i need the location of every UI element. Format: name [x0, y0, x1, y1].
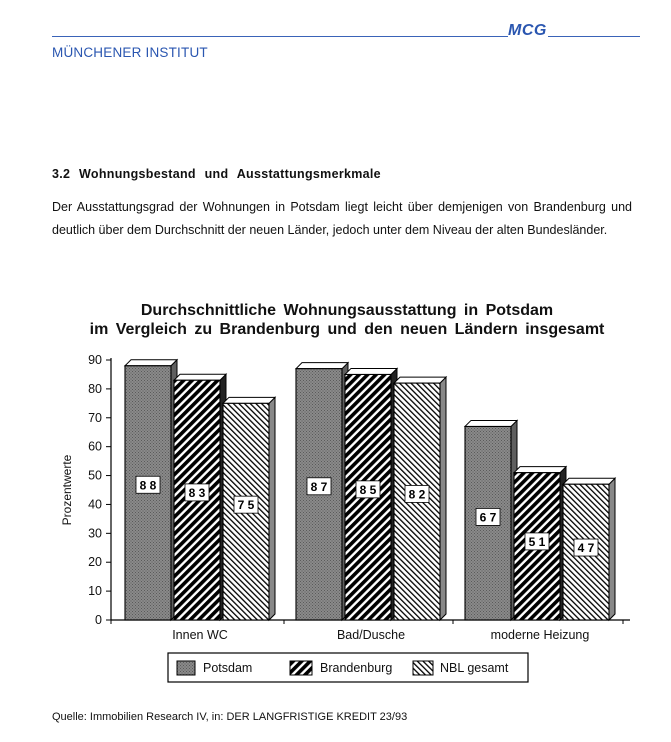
legend-label-potsdam: Potsdam [203, 661, 253, 675]
brand-logo: MCG [508, 22, 547, 39]
header-rule [52, 36, 508, 37]
svg-text:8 3: 8 3 [188, 485, 206, 500]
svg-text:7 5: 7 5 [237, 498, 255, 513]
svg-text:4 7: 4 7 [577, 541, 595, 556]
y-tick-label: 40 [88, 497, 102, 512]
data-label [234, 496, 258, 513]
data-label [307, 478, 331, 495]
section-paragraph: Der Ausstattungsgrad der Wohnungen in Potsdam liegt leicht über demjenigen von Brandenburg und deutlich über dem Durchschnitt der neuen Länder, jedoch unter dem Niveau der alten Bundesländer. [52, 200, 632, 237]
bar-chart [0, 290, 671, 700]
legend [168, 653, 528, 682]
y-tick-label: 80 [88, 381, 102, 396]
legend-swatch-nbl [413, 661, 433, 675]
data-label [136, 476, 160, 493]
header-rule-right [548, 36, 640, 37]
y-tick-label: 90 [88, 353, 102, 367]
x-tick-label: Innen WC [172, 628, 228, 642]
svg-text:5 1: 5 1 [528, 534, 546, 549]
data-label [356, 481, 380, 498]
x-tick-label: moderne Heizung [490, 628, 590, 642]
y-tick-label: 10 [88, 584, 102, 599]
y-tick-label: 70 [88, 410, 102, 425]
legend-label-brandenburg: Brandenburg [320, 661, 393, 675]
y-tick-label: 20 [88, 555, 102, 570]
legend-label-nbl: NBL gesamt [440, 661, 509, 675]
data-label [476, 508, 500, 525]
svg-text:8 5: 8 5 [359, 482, 377, 497]
data-label [574, 539, 598, 556]
y-tick-label: 50 [88, 468, 102, 483]
svg-text:8 8: 8 8 [139, 478, 157, 493]
data-label [405, 485, 429, 502]
legend-swatch-brandenburg [290, 661, 312, 675]
x-tick-label: Bad/Dusche [336, 628, 406, 642]
y-tick-label: 30 [88, 526, 102, 541]
x-axis-labels [172, 628, 589, 642]
y-tick-label: 60 [88, 439, 102, 454]
institute-name: MÜNCHENER INSTITUT [52, 45, 208, 60]
y-axis-label: Prozentwerte [60, 454, 74, 526]
source-note: Quelle: Immobilien Research IV, in: DER LANGFRISTIGE KREDIT 23/93 [52, 711, 408, 723]
svg-text:6 7: 6 7 [479, 510, 497, 525]
data-label [525, 533, 549, 550]
svg-text:8 2: 8 2 [408, 487, 426, 502]
legend-swatch-potsdam [177, 661, 195, 675]
section-title: 3.2 Wohnungsbestand und Ausstattungsmerkmale [52, 167, 381, 181]
chart-title-line1: Durchschnittliche Wohnungsausstattung in Potsdam [140, 302, 554, 319]
chart-title-line2: im Vergleich zu Brandenburg und den neuen Ländern insgesamt [89, 321, 605, 338]
data-label [185, 484, 209, 501]
svg-text:8 7: 8 7 [310, 479, 328, 494]
y-tick-label: 0 [95, 613, 102, 627]
